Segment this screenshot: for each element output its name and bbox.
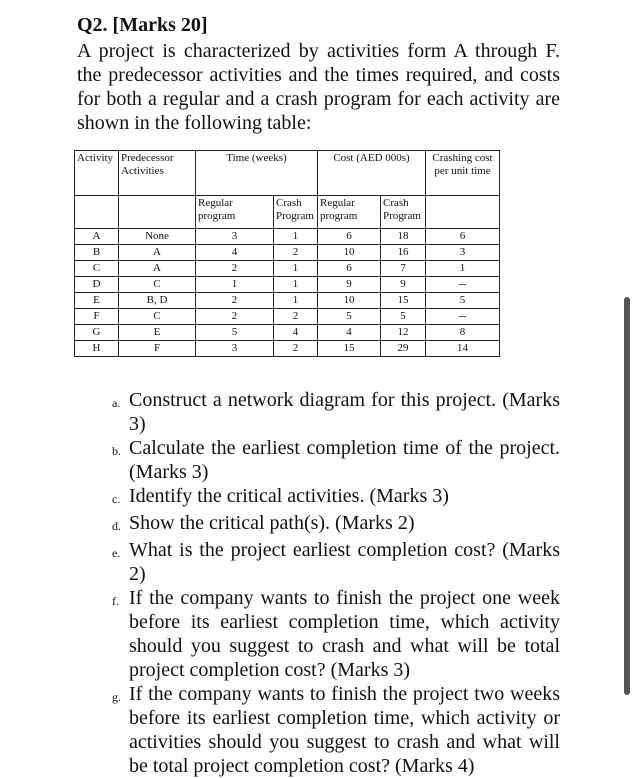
cell-crash-cost: 5: [381, 309, 426, 325]
cell-crashing-cost: 14: [426, 341, 500, 357]
cell-activity: D: [75, 277, 119, 293]
list-item: [112, 538, 560, 586]
cell-regular-time: 1: [196, 277, 274, 293]
cell-predecessor: C: [119, 309, 196, 325]
item-marker: e.: [112, 546, 121, 560]
cell-activity: A: [75, 229, 119, 245]
item-marker: a.: [112, 396, 121, 410]
cell-crash-time: 2: [274, 309, 318, 325]
item-marker: d.: [112, 519, 121, 533]
cell-predecessor: B, D: [119, 293, 196, 309]
cell-crashing-cost: 1: [426, 261, 500, 277]
list-item: [112, 388, 560, 436]
item-text: Show the critical path(s). (Marks 2): [129, 512, 415, 534]
cell-activity: H: [75, 341, 119, 357]
table-row: [75, 245, 500, 261]
cell-crash-cost: 29: [381, 341, 426, 357]
cell-regular-cost: 10: [318, 245, 381, 261]
question-list: [112, 388, 560, 778]
cell-regular-cost: 6: [318, 261, 381, 277]
item-text: Construct a network diagram for this project. (Marks 3): [129, 389, 560, 435]
cell-crash-time: 1: [274, 229, 318, 245]
question-title: Q2. [Marks 20]: [77, 14, 208, 36]
cell-crash-time: 4: [274, 325, 318, 341]
header-cost: Cost (AED 000s): [318, 151, 426, 196]
header-time: Time (weeks): [196, 151, 318, 196]
cell-predecessor: A: [119, 261, 196, 277]
item-text: Identify the critical activities. (Marks 3): [129, 485, 449, 507]
cell-activity: B: [75, 245, 119, 261]
cell-regular-time: 5: [196, 325, 274, 341]
cell-regular-cost: 6: [318, 229, 381, 245]
table-header-row: [75, 151, 500, 196]
cell-crash-time: 1: [274, 293, 318, 309]
cell-regular-time: 2: [196, 293, 274, 309]
cell-crashing-cost: --: [426, 309, 500, 325]
item-marker: g.: [112, 690, 121, 704]
cell-crash-time: 1: [274, 261, 318, 277]
cell-regular-time: 3: [196, 229, 274, 245]
cell-activity: F: [75, 309, 119, 325]
item-text: What is the project earliest completion cost? (Marks 2): [129, 539, 560, 585]
item-text: If the company wants to finish the project two weeks before its earliest completion time, which activity or activities should you suggest to crash and what will be total project completion cost? (Marks 4): [129, 683, 560, 777]
activity-table: [74, 150, 500, 357]
subheader-empty: [426, 196, 500, 229]
cell-activity: E: [75, 293, 119, 309]
table-row: [75, 261, 500, 277]
header-activity: Activity: [75, 151, 119, 196]
cell-regular-cost: 4: [318, 325, 381, 341]
subheader-empty: [119, 196, 196, 229]
cell-regular-cost: 15: [318, 341, 381, 357]
cell-regular-time: 2: [196, 309, 274, 325]
list-item: [112, 436, 560, 484]
cell-crash-cost: 9: [381, 277, 426, 293]
list-item: [112, 511, 560, 538]
cell-activity: C: [75, 261, 119, 277]
list-item: [112, 586, 560, 682]
cell-crash-cost: 7: [381, 261, 426, 277]
table-subheader-row: [75, 196, 500, 229]
table-row: [75, 325, 500, 341]
table-row: [75, 229, 500, 245]
subheader-crash-time: Crash Program: [274, 196, 318, 229]
item-text: Calculate the earliest completion time of the project. (Marks 3): [129, 437, 560, 483]
cell-crash-cost: 12: [381, 325, 426, 341]
cell-regular-cost: 10: [318, 293, 381, 309]
list-item: [112, 484, 560, 511]
subheader-crash-cost: Crash Program: [381, 196, 426, 229]
item-marker: b.: [112, 444, 121, 458]
table-row: [75, 277, 500, 293]
cell-regular-time: 4: [196, 245, 274, 261]
cell-crash-cost: 15: [381, 293, 426, 309]
cell-regular-cost: 5: [318, 309, 381, 325]
cell-regular-cost: 9: [318, 277, 381, 293]
cell-crash-time: 2: [274, 245, 318, 261]
cell-predecessor: A: [119, 245, 196, 261]
header-predecessor: Predecessor Activities: [119, 151, 196, 196]
list-item: [112, 682, 560, 778]
item-text: If the company wants to finish the project one week before its earliest completion time, which activity should you suggest to crash and what will be total project completion cost? (Marks 3): [129, 587, 560, 681]
subheader-regular-time: Regular program: [196, 196, 274, 229]
cell-activity: G: [75, 325, 119, 341]
cell-predecessor: E: [119, 325, 196, 341]
table-row: [75, 293, 500, 309]
table-row: [75, 309, 500, 325]
item-marker: c.: [112, 492, 121, 506]
cell-crash-cost: 16: [381, 245, 426, 261]
cell-predecessor: C: [119, 277, 196, 293]
subheader-empty: [75, 196, 119, 229]
cell-crash-cost: 18: [381, 229, 426, 245]
table-row: [75, 341, 500, 357]
item-marker: f.: [112, 594, 119, 608]
cell-predecessor: F: [119, 341, 196, 357]
question-intro: A project is characterized by activities form A through F. the predecessor activities and the times required, and costs for both a regular and a crash program for each activity are shown in the following table:: [77, 40, 560, 134]
vertical-scrollbar[interactable]: [624, 297, 630, 695]
cell-crashing-cost: 8: [426, 325, 500, 341]
cell-crashing-cost: 3: [426, 245, 500, 261]
cell-regular-time: 2: [196, 261, 274, 277]
cell-predecessor: None: [119, 229, 196, 245]
cell-crash-time: 1: [274, 277, 318, 293]
cell-crashing-cost: 6: [426, 229, 500, 245]
subheader-regular-cost: Regular program: [318, 196, 381, 229]
cell-regular-time: 3: [196, 341, 274, 357]
header-crashing-cost: Crashing cost per unit time: [426, 151, 500, 196]
cell-crash-time: 2: [274, 341, 318, 357]
cell-crashing-cost: 5: [426, 293, 500, 309]
cell-crashing-cost: --: [426, 277, 500, 293]
